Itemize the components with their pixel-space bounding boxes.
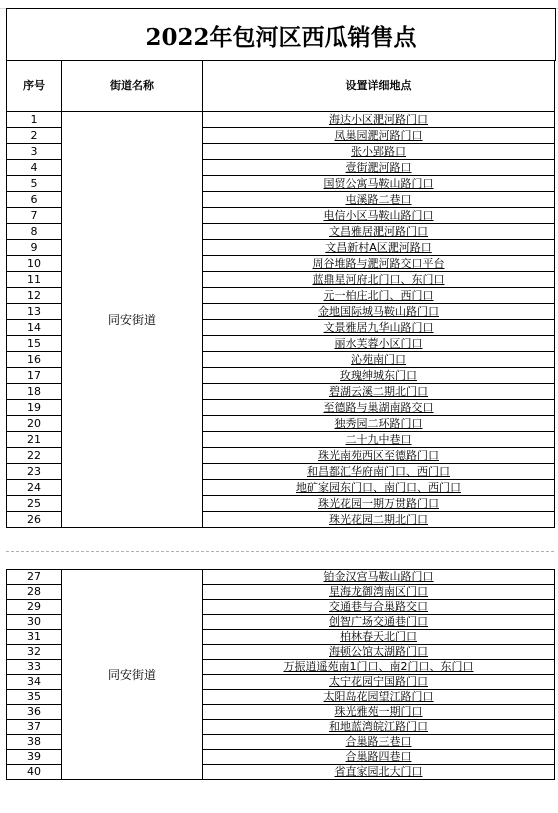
street-name-cell: 同安街道 [62,112,203,528]
row-seq: 5 [7,176,62,192]
row-seq: 8 [7,224,62,240]
row-seq: 16 [7,352,62,368]
row-seq: 25 [7,496,62,512]
sales-points-table-part2 [6,569,555,780]
row-address: 文昌雅居淝河路门口 [203,224,555,240]
row-address: 电信小区马鞍山路门口 [203,208,555,224]
row-seq: 20 [7,416,62,432]
row-seq: 39 [7,750,62,765]
row-seq: 15 [7,336,62,352]
row-seq: 11 [7,272,62,288]
row-address: 金地国际城马鞍山路门口 [203,304,555,320]
row-address: 周谷堆路与淝河路交口平台 [203,256,555,272]
row-seq: 2 [7,128,62,144]
row-address: 珠光南苑西区至德路门口 [203,448,555,464]
row-address: 铂金汉宫马鞍山路门口 [203,570,555,585]
header-street: 街道名称 [62,61,203,112]
row-seq: 34 [7,675,62,690]
row-address: 丽水芙蓉小区门口 [203,336,555,352]
row-address: 海顿公馆太湖路门口 [203,645,555,660]
row-seq: 27 [7,570,62,585]
row-address: 蓝鼎星河府北门口、东门口 [203,272,555,288]
row-seq: 33 [7,660,62,675]
row-seq: 9 [7,240,62,256]
row-seq: 17 [7,368,62,384]
row-seq: 4 [7,160,62,176]
row-seq: 40 [7,765,62,780]
row-address: 张小郢路口 [203,144,555,160]
row-address: 合巢路三巷口 [203,735,555,750]
row-address: 珠光花园一期万贯路门口 [203,496,555,512]
row-address: 合巢路四巷口 [203,750,555,765]
row-seq: 6 [7,192,62,208]
row-address: 屯溪路二巷口 [203,192,555,208]
row-seq: 37 [7,720,62,735]
row-seq: 31 [7,630,62,645]
row-address: 交通巷与合巢路交口 [203,600,555,615]
row-address: 碧湖云溪二期北门口 [203,384,555,400]
header-address: 设置详细地点 [203,61,555,112]
row-seq: 38 [7,735,62,750]
row-address: 沁苑南门口 [203,352,555,368]
table-row [7,570,555,585]
page-break-gap [6,551,554,570]
row-seq: 24 [7,480,62,496]
row-seq: 13 [7,304,62,320]
page-title: 2022年包河区西瓜销售点 [6,8,556,61]
row-address: 国贸公寓马鞍山路门口 [203,176,555,192]
row-address: 和昌都汇华府南门口、西门口 [203,464,555,480]
sales-points-table-part1 [6,60,555,528]
row-seq: 10 [7,256,62,272]
row-address: 海达小区淝河路门口 [203,112,555,128]
row-seq: 23 [7,464,62,480]
row-address: 玫瑰绅城东门口 [203,368,555,384]
row-seq: 12 [7,288,62,304]
row-address: 文昌新村A区淝河路口 [203,240,555,256]
row-address: 太阳岛花园望江路门口 [203,690,555,705]
row-seq: 1 [7,112,62,128]
row-address: 地矿家园东门口、南门口、西门口 [203,480,555,496]
row-seq: 36 [7,705,62,720]
row-address: 至德路与巢湖南路交口 [203,400,555,416]
row-seq: 21 [7,432,62,448]
row-address: 独秀园二环路门口 [203,416,555,432]
row-seq: 30 [7,615,62,630]
row-seq: 28 [7,585,62,600]
row-seq: 19 [7,400,62,416]
header-row [7,61,555,112]
row-address: 凤巢园淝河路门口 [203,128,555,144]
row-seq: 35 [7,690,62,705]
header-seq: 序号 [7,61,62,112]
row-address: 文景雅居九华山路门口 [203,320,555,336]
row-address: 元一柏庄北门、西门口 [203,288,555,304]
row-address: 省直家园北大门口 [203,765,555,780]
row-seq: 26 [7,512,62,528]
row-address: 太宁花园宁国路门口 [203,675,555,690]
row-address: 创智广场交通巷门口 [203,615,555,630]
row-seq: 14 [7,320,62,336]
row-address: 二十九中巷口 [203,432,555,448]
row-address: 万振逍遥苑南1门口、南2门口、东门口 [203,660,555,675]
row-seq: 18 [7,384,62,400]
row-seq: 7 [7,208,62,224]
row-address: 珠光花园二期北门口 [203,512,555,528]
row-address: 珠光雅苑一期门口 [203,705,555,720]
row-seq: 22 [7,448,62,464]
row-seq: 3 [7,144,62,160]
row-seq: 32 [7,645,62,660]
table-row [7,112,555,128]
row-address: 星海龙御湾南区门口 [203,585,555,600]
row-address: 和地蓝湾皖江路门口 [203,720,555,735]
row-address: 壹街淝河路口 [203,160,555,176]
row-address: 柏林春天北门口 [203,630,555,645]
street-name-cell: 同安街道 [62,570,203,780]
row-seq: 29 [7,600,62,615]
